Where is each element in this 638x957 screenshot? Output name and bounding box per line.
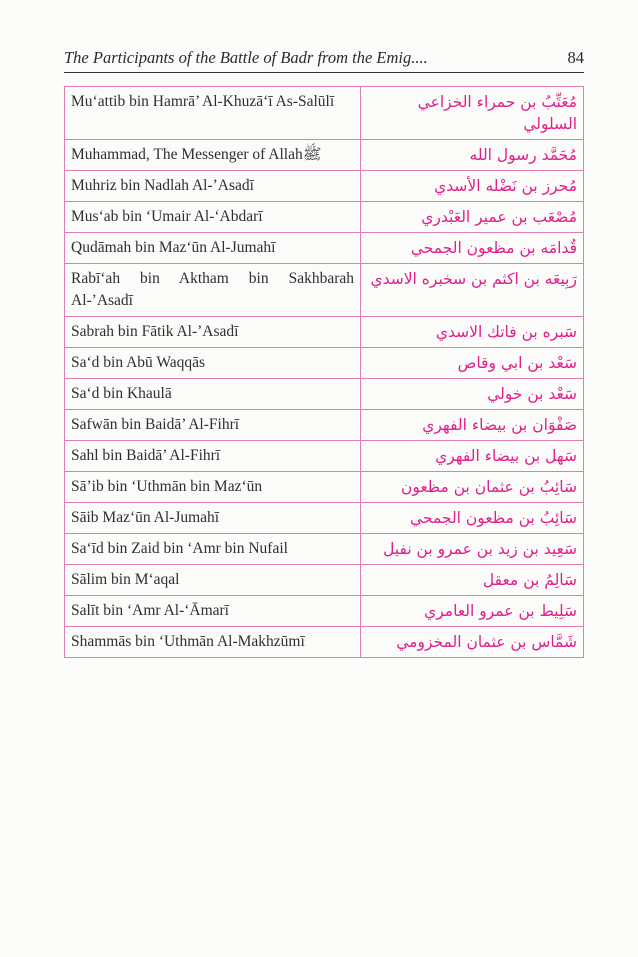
arabic-name: سَبره بن فاتك الاسدي <box>361 317 584 348</box>
english-name: Rabī‘ah bin Aktham bin Sakhbarah Al-’Asadī <box>65 264 361 317</box>
table-row <box>65 441 584 472</box>
arabic-name: صَفْوَان بن بيضاء الفهري <box>361 410 584 441</box>
table-row <box>65 348 584 379</box>
arabic-name: سَعْد بن خولي <box>361 379 584 410</box>
english-name: Muhammad, The Messenger of Allahﷺ <box>65 140 361 171</box>
table-row <box>65 596 584 627</box>
english-name: Qudāmah bin Maz‘ūn Al-Jumahī <box>65 233 361 264</box>
arabic-name: سَهل بن بيضاء الفهري <box>361 441 584 472</box>
english-name: Sāib Maz‘ūn Al-Jumahī <box>65 503 361 534</box>
arabic-name: مُحرز بن نَضْله الأسدي <box>361 171 584 202</box>
english-name: Safwān bin Baidā’ Al-Fihrī <box>65 410 361 441</box>
table-row <box>65 264 584 317</box>
english-name: Sabrah bin Fātik Al-’Asadī <box>65 317 361 348</box>
table-row <box>65 140 584 171</box>
arabic-name: شَمَّاس بن عثمان المخزومي <box>361 627 584 658</box>
table-row <box>65 171 584 202</box>
english-name: Shammās bin ‘Uthmān Al-Makhzūmī <box>65 627 361 658</box>
table-row <box>65 472 584 503</box>
table-row <box>65 534 584 565</box>
english-name: Mu‘attib bin Hamrā’ Al-Khuzā‘ī As-Salūlī <box>65 87 361 140</box>
english-name: Sa‘īd bin Zaid bin ‘Amr bin Nufail <box>65 534 361 565</box>
english-name: Sālim bin M‘aqal <box>65 565 361 596</box>
table-row <box>65 627 584 658</box>
arabic-name: سَعِيد بن زيد بن عمرو بن نفيل <box>361 534 584 565</box>
arabic-name: مُحَمَّد رسول الله <box>361 140 584 171</box>
english-name: Salīt bin ‘Amr Al-‘Āmarī <box>65 596 361 627</box>
names-table <box>64 86 584 658</box>
english-name: Sā’ib bin ‘Uthmān bin Maz‘ūn <box>65 472 361 503</box>
english-name: Mus‘ab bin ‘Umair Al-‘Abdarī <box>65 202 361 233</box>
arabic-name: قُدامَه بن مظعون الجمحي <box>361 233 584 264</box>
table-row <box>65 233 584 264</box>
running-title: The Participants of the Battle of Badr from the Emig.... <box>64 48 428 67</box>
page-number: 84 <box>567 48 584 67</box>
arabic-name: مُعَتِّبُ بن حمراء الخزاعي السلولي <box>361 87 584 140</box>
table-row <box>65 87 584 140</box>
english-name: Sahl bin Baidā’ Al-Fihrī <box>65 441 361 472</box>
arabic-name: سَعْد بن ابي وقاص <box>361 348 584 379</box>
arabic-name: سَائِبُ بن مظعون الجمحي <box>361 503 584 534</box>
english-name: Sa‘d bin Khaulā <box>65 379 361 410</box>
table-row <box>65 202 584 233</box>
english-name: Sa‘d bin Abū Waqqās <box>65 348 361 379</box>
page-header <box>64 42 584 73</box>
arabic-name: رَبِيعَه بن اكثم بن سخبره الاسدي <box>361 264 584 317</box>
table-row <box>65 410 584 441</box>
arabic-name: مُصْعَب بن عمير العَبْدري <box>361 202 584 233</box>
table-row <box>65 503 584 534</box>
english-name: Muhriz bin Nadlah Al-’Asadī <box>65 171 361 202</box>
arabic-name: سَالِمُ بن معقل <box>361 565 584 596</box>
table-row <box>65 565 584 596</box>
arabic-name: سَائِبُ بن عثمان بن مظعون <box>361 472 584 503</box>
table-row <box>65 317 584 348</box>
arabic-name: سَلِيط بن عمرو العامري <box>361 596 584 627</box>
table-row <box>65 379 584 410</box>
